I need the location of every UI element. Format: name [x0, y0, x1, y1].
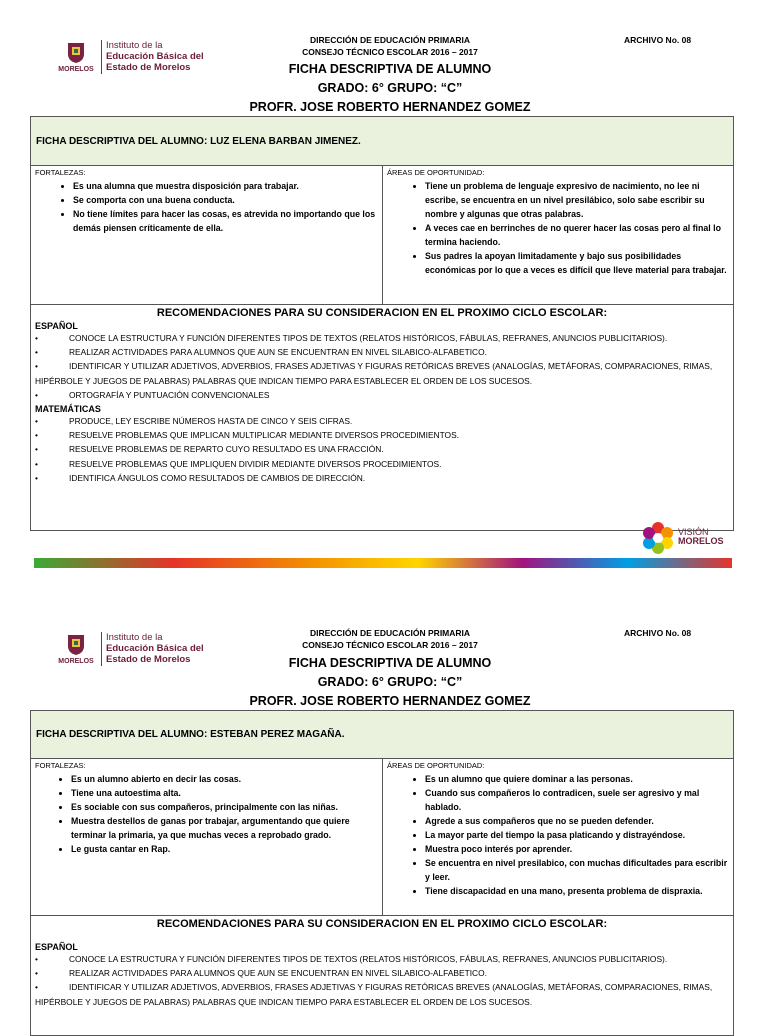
coat-of-arms-icon [66, 42, 86, 64]
item-text: IDENTIFICAR Y UTILIZAR ADJETIVOS, ADVERBIOS, FRASES ADJETIVAS Y FIGURAS RETÓRICAS BREVES (ANALOGÍAS, METÁFORAS, COMPARACIONES, RIMAS, HIPÉRBOLE Y JUEGOS DE PALABRAS) PALABRAS QUE INDICAN TIEMPO PARA ESTABLECER EL ORDEN DE LOS SUCESOS. [35, 982, 713, 1007]
fortalezas-title: FORTALEZAS: [35, 168, 86, 177]
list-item: • No tiene límites para hacer las cosas, es atrevida no importando que los demás piensen críticamente de ella. [73, 207, 378, 235]
areas-list [387, 772, 729, 898]
fortalezas-column [31, 166, 383, 304]
item-text: REALIZAR ACTIVIDADES PARA ALUMNOS QUE AUN SE ENCUENTRAN EN NIVEL SILABICO-ALFABETICO. [69, 968, 487, 979]
list-item: • Tiene una autoestima alta. [71, 786, 378, 800]
item-text: RESUELVE PROBLEMAS DE REPARTO CUYO RESULTADO ES UNA FRACCIÓN. [69, 444, 384, 455]
logo-line-3: Estado de Morelos [106, 654, 191, 665]
list-item [35, 388, 729, 402]
list-item [35, 457, 729, 471]
areas-column [383, 759, 733, 915]
header-direccion: DIRECCIÓN DE EDUCACIÓN PRIMARIA [309, 628, 471, 638]
item-text: IDENTIFICA ÁNGULOS COMO RESULTADOS DE CAMBIOS DE DIRECCIÓN. [69, 472, 366, 483]
logo-divider [101, 40, 102, 74]
bullet: • [35, 389, 38, 400]
bullet: • [35, 968, 38, 979]
vision-line-1: VISIÓN [678, 527, 709, 537]
footer-color-stripe [34, 558, 732, 568]
list-item [35, 952, 729, 966]
bullet: • [35, 458, 38, 469]
logo-divider [101, 632, 102, 666]
item-text: IDENTIFICAR Y UTILIZAR ADJETIVOS, ADVERBIOS, FRASES ADJETIVAS Y FIGURAS RETÓRICAS BREVES (ANALOGÍAS, METÁFORAS, COMPARACIONES, RIMAS, HIPÉRBOLE Y JUEGOS DE PALABRAS) PALABRAS QUE INDICAN TIEMPO PARA ESTABLECER EL ORDEN DE LOS SUCESOS. [35, 361, 713, 386]
header-grado: GRADO: 6° GRUPO: “C” [317, 675, 463, 689]
bullet: • [35, 361, 38, 372]
list-item: • Tiene discapacidad en una mano, presenta problema de dispraxia. [425, 884, 729, 898]
list-item [35, 331, 729, 345]
header-consejo: CONSEJO TÉCNICO ESCOLAR 2016 – 2017 [302, 640, 478, 650]
logo-line-2: Educación Básica del [106, 51, 204, 62]
bullet: • [35, 982, 38, 993]
logo-morelos-text: MORELOS [58, 658, 94, 665]
bullet: • [35, 444, 38, 455]
bullet: • [35, 472, 38, 483]
list-item: • Es un alumno abierto en decir las cosas. [71, 772, 378, 786]
list-item: • Es un alumno que quiere dominar a las personas. [425, 772, 729, 786]
list-item: • Tiene un problema de lenguaje expresivo de nacimiento, no lee ni escribe, se encuentra en un nivel presilábico, solo sabe escribir su nombre y algunas que otras palabras. [425, 179, 729, 221]
vision-text [678, 528, 724, 546]
bullet: • [35, 430, 38, 441]
list-item [35, 345, 729, 359]
areas-list [387, 179, 729, 277]
header-consejo: CONSEJO TÉCNICO ESCOLAR 2016 – 2017 [302, 47, 478, 57]
list-item [35, 471, 729, 485]
matematicas-heading: MATEMÁTICAS [35, 404, 101, 415]
list-item [35, 980, 729, 1008]
list-item: • Le gusta cantar en Rap. [71, 842, 378, 856]
recommendations-box [30, 916, 734, 1036]
list-item: • Agrede a sus compañeros que no se pueden defender. [425, 814, 729, 828]
bullet: • [35, 416, 38, 427]
item-text: CONOCE LA ESTRUCTURA Y FUNCIÓN DIFERENTES TIPOS DE TEXTOS (RELATOS HISTÓRICOS, FÁBULAS, REFRANES, ANUNCIOS PUBLICITARIOS). [69, 954, 668, 964]
vision-line-2: MORELOS [678, 536, 724, 546]
areas-column [383, 166, 733, 304]
logo-line-2: Educación Básica del [106, 643, 204, 654]
logo-line-3: Estado de Morelos [106, 62, 191, 73]
logo-morelos-text: MORELOS [58, 66, 94, 73]
fortalezas-title: FORTALEZAS: [35, 761, 86, 770]
list-item: • Cuando sus compañeros lo contradicen, suele ser agresivo y mal hablado. [425, 786, 729, 814]
list-item [35, 428, 729, 442]
header-profr: PROFR. JOSE ROBERTO HERNANDEZ GOMEZ [249, 694, 531, 708]
item-text: RESUELVE PROBLEMAS QUE IMPLICAN MULTIPLICAR MEDIANTE DIVERSOS PROCEDIMIENTOS. [69, 430, 459, 441]
bullet: • [35, 954, 38, 964]
archivo-number: ARCHIVO No. 08 [624, 628, 692, 638]
header-grado: GRADO: 6° GRUPO: “C” [317, 81, 463, 95]
header-direccion: DIRECCIÓN DE EDUCACIÓN PRIMARIA [309, 35, 471, 45]
header-ficha: FICHA DESCRIPTIVA DE ALUMNO [288, 656, 492, 670]
espanol-heading: ESPAÑOL [35, 942, 78, 952]
student-name-box [30, 116, 734, 166]
list-item: • Es sociable con sus compañeros, principalmente con las niñas. [71, 800, 378, 814]
archivo-number: ARCHIVO No. 08 [624, 35, 692, 45]
vision-flower-icon [642, 522, 674, 554]
strengths-opportunities-table [30, 166, 734, 305]
fortalezas-list [35, 772, 378, 856]
list-item: • Es una alumna que muestra disposición para trabajar. [73, 179, 378, 193]
recommendations-title: RECOMENDACIONES PARA SU CONSIDERACION EN EL PROXIMO CICLO ESCOLAR: [156, 307, 608, 319]
list-item [35, 966, 729, 980]
fortalezas-column [31, 759, 383, 915]
list-item [35, 414, 729, 428]
student-name: FICHA DESCRIPTIVA DEL ALUMNO: LUZ ELENA BARBAN JIMENEZ. [36, 135, 361, 147]
bullet: • [35, 333, 38, 343]
list-item: • Sus padres la apoyan limitadamente y bajo sus posibilidades económicas por lo que a veces es difícil que lleve material para trabajar. [425, 249, 729, 277]
list-item [35, 442, 729, 456]
student-name-box [30, 710, 734, 759]
list-item: • Se comporta con una buena conducta. [73, 193, 378, 207]
recommendations-box [30, 305, 734, 531]
recommendations-title: RECOMENDACIONES PARA SU CONSIDERACION EN EL PROXIMO CICLO ESCOLAR: [156, 918, 608, 930]
item-text: CONOCE LA ESTRUCTURA Y FUNCIÓN DIFERENTES TIPOS DE TEXTOS (RELATOS HISTÓRICOS, FÁBULAS, REFRANES, ANUNCIOS PUBLICITARIOS). [69, 333, 668, 343]
list-item [35, 359, 729, 387]
strengths-opportunities-table [30, 759, 734, 916]
areas-title: ÁREAS DE OPORTUNIDAD: [387, 761, 485, 770]
list-item: • A veces cae en berrinches de no querer hacer las cosas pero al final lo termina haciendo. [425, 221, 729, 249]
header-profr: PROFR. JOSE ROBERTO HERNANDEZ GOMEZ [249, 100, 531, 114]
fortalezas-list [35, 179, 378, 235]
list-item: • Se encuentra en nivel presilabico, con muchas dificultades para escribir y leer. [425, 856, 729, 884]
page-2 [0, 590, 768, 1024]
logo-line-1: Instituto de la [106, 40, 163, 51]
list-item: • Muestra destellos de ganas por trabajar, argumentando que quiere terminar la primaria, ya que muchas veces a reprobado grado. [71, 814, 378, 842]
item-text: PRODUCE, LEY ESCRIBE NÚMEROS HASTA DE CINCO Y SEIS CIFRAS. [69, 416, 353, 427]
item-text: RESUELVE PROBLEMAS QUE IMPLIQUEN DIVIDIR MEDIANTE DIVERSOS PROCEDIMIENTOS. [69, 458, 442, 469]
vision-morelos-logo [642, 522, 742, 554]
areas-title: ÁREAS DE OPORTUNIDAD: [387, 168, 485, 177]
logo-line-1: Instituto de la [106, 632, 163, 643]
list-item: • Muestra poco interés por aprender. [425, 842, 729, 856]
item-text: REALIZAR ACTIVIDADES PARA ALUMNOS QUE AUN SE ENCUENTRAN EN NIVEL SILABICO-ALFABETICO. [69, 347, 487, 358]
item-text: ORTOGRAFÍA Y PUNTUACIÓN CONVENCIONALES [69, 389, 270, 400]
student-name: FICHA DESCRIPTIVA DEL ALUMNO: ESTEBAN PEREZ MAGAÑA. [36, 729, 345, 740]
bullet: • [35, 347, 38, 358]
header-ficha: FICHA DESCRIPTIVA DE ALUMNO [288, 62, 492, 76]
coat-of-arms-icon [66, 634, 86, 656]
list-item: • La mayor parte del tiempo la pasa platicando y distrayéndose. [425, 828, 729, 842]
espanol-heading: ESPAÑOL [35, 321, 78, 331]
